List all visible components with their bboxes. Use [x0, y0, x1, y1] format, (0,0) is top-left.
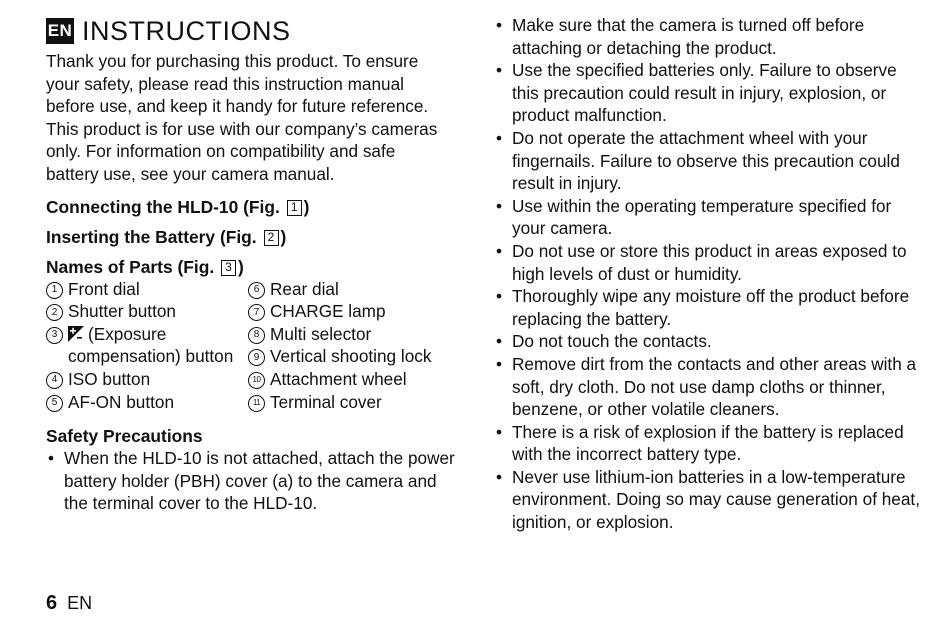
- safety-item: [494, 127, 924, 195]
- part-item: [46, 300, 248, 323]
- safety-item-text: There is a risk of explosion if the battery is replaced with the incorrect battery type.: [512, 421, 904, 465]
- safety-item-text: Do not touch the contacts.: [512, 331, 712, 352]
- bullet: •: [496, 331, 503, 352]
- bullet: •: [496, 353, 503, 374]
- heading-names-label: Names of Parts (Fig.: [46, 256, 215, 277]
- bullet: •: [496, 60, 503, 81]
- circled-number: 7: [248, 304, 265, 321]
- part-label: Vertical shooting lock: [270, 346, 432, 367]
- parts-column-left: [46, 278, 248, 414]
- bullet: •: [496, 240, 503, 261]
- part-item: [46, 391, 248, 414]
- bullet: •: [48, 448, 55, 469]
- title-row: [46, 14, 456, 48]
- circled-number: 2: [46, 304, 63, 321]
- circled-number: 3: [46, 327, 63, 344]
- safety-item-text: Use the specified batteries only. Failure to observe this precaution could result in injury, explosion, or product malfunction.: [512, 60, 897, 126]
- heading-close-paren: ): [303, 196, 310, 217]
- part-label: Terminal cover: [270, 391, 382, 412]
- page-language: EN: [67, 593, 93, 613]
- bullet: •: [496, 421, 503, 442]
- safety-list-right: [494, 14, 924, 534]
- part-item: [248, 323, 456, 346]
- left-column: [46, 14, 456, 515]
- exposure-compensation-icon: [68, 326, 84, 342]
- page-footer: [46, 592, 92, 615]
- circled-number: 9: [248, 349, 265, 366]
- part-item: [46, 278, 248, 301]
- parts-list: [46, 278, 456, 414]
- heading-inserting: [46, 226, 456, 248]
- safety-item: [494, 330, 924, 353]
- bullet: •: [496, 466, 503, 487]
- heading-close-paren: ): [280, 226, 287, 247]
- safety-item-text: Do not operate the attachment wheel with your fingernails. Failure to observe this precaution could result in injury.: [512, 127, 900, 194]
- circled-number: 1: [46, 282, 63, 299]
- bullet: •: [496, 127, 503, 148]
- safety-item: [46, 447, 456, 515]
- part-item: [248, 300, 456, 323]
- part-label: Rear dial: [270, 278, 339, 299]
- heading-connecting-label: Connecting the HLD-10 (Fig.: [46, 196, 280, 217]
- part-item: [248, 391, 456, 414]
- page-number: 6: [46, 592, 58, 614]
- safety-item-text: Thoroughly wipe any moisture off the product before replacing the battery.: [512, 286, 910, 329]
- part-item: [248, 345, 456, 368]
- parts-column-right: [248, 278, 456, 414]
- fig-number-box: 2: [264, 230, 279, 246]
- safety-item: [494, 421, 924, 466]
- page-title: INSTRUCTIONS: [82, 15, 291, 46]
- safety-item: [494, 285, 924, 330]
- circled-number: 5: [46, 395, 63, 412]
- part-label: ISO button: [68, 368, 151, 389]
- part-item: [248, 368, 456, 391]
- safety-item-text: Never use lithium-ion batteries in a low-temperature environment. Doing so may cause generation of heat, ignition, or explosion.: [512, 466, 920, 533]
- circled-number: 8: [248, 327, 265, 344]
- circled-number: 10: [248, 372, 265, 389]
- part-label: Shutter button: [68, 301, 176, 322]
- language-badge: EN: [46, 18, 74, 44]
- safety-item: [494, 466, 924, 534]
- safety-item-text: Make sure that the camera is turned off before attaching or detaching the product.: [512, 15, 865, 58]
- circled-number: 11: [248, 395, 265, 412]
- safety-item-text: Do not use or store this product in areas exposed to high levels of dust or humidity.: [512, 240, 907, 284]
- safety-item-text: When the HLD-10 is not attached, attach the power battery holder (PBH) cover (a) to the camera and the terminal cover to the HLD-10.: [64, 448, 455, 514]
- safety-item: [494, 14, 924, 59]
- safety-item-text: Use within the operating temperature specified for your camera.: [512, 195, 892, 239]
- circled-number: 4: [46, 372, 63, 389]
- part-item: [46, 368, 248, 391]
- part-item: [248, 278, 456, 301]
- heading-inserting-label: Inserting the Battery (Fig.: [46, 226, 257, 247]
- safety-item: [494, 353, 924, 421]
- safety-list-left: [46, 447, 456, 515]
- safety-item: [494, 59, 924, 127]
- fig-number-box: 1: [287, 200, 302, 216]
- right-column: [494, 14, 924, 534]
- heading-close-paren: ): [238, 256, 244, 277]
- part-label-with-icon: [68, 323, 248, 368]
- safety-item: [494, 195, 924, 240]
- heading-connecting: [46, 196, 456, 218]
- bullet: •: [496, 15, 503, 35]
- bullet: •: [496, 286, 503, 307]
- safety-item: [494, 240, 924, 285]
- intro-paragraph: Thank you for purchasing this product. To ensure your safety, please read this instruction manual before use, and keep it handy for future reference. This product is for use with our company’s cameras only. For information on compatibility and safe battery use, see your camera manual.: [46, 51, 438, 184]
- bullet: •: [496, 195, 503, 216]
- heading-safety: Safety Precautions: [46, 426, 203, 447]
- part-label: CHARGE lamp: [270, 301, 386, 322]
- fig-number-box: 3: [221, 260, 236, 276]
- part-label: AF-ON button: [68, 391, 175, 412]
- circled-number: 6: [248, 282, 265, 299]
- part-label: Attachment wheel: [270, 368, 407, 389]
- part-label: Front dial: [68, 278, 140, 299]
- heading-names: [46, 256, 456, 278]
- safety-item-text: Remove dirt from the contacts and other areas with a soft, dry cloth. Do not use damp cloths or thinner, benzene, or other volatile cleaners.: [512, 353, 917, 420]
- part-label: Multi selector: [270, 323, 372, 344]
- part-item: [46, 323, 248, 368]
- part-label: (Exposure compensation) button: [68, 323, 234, 367]
